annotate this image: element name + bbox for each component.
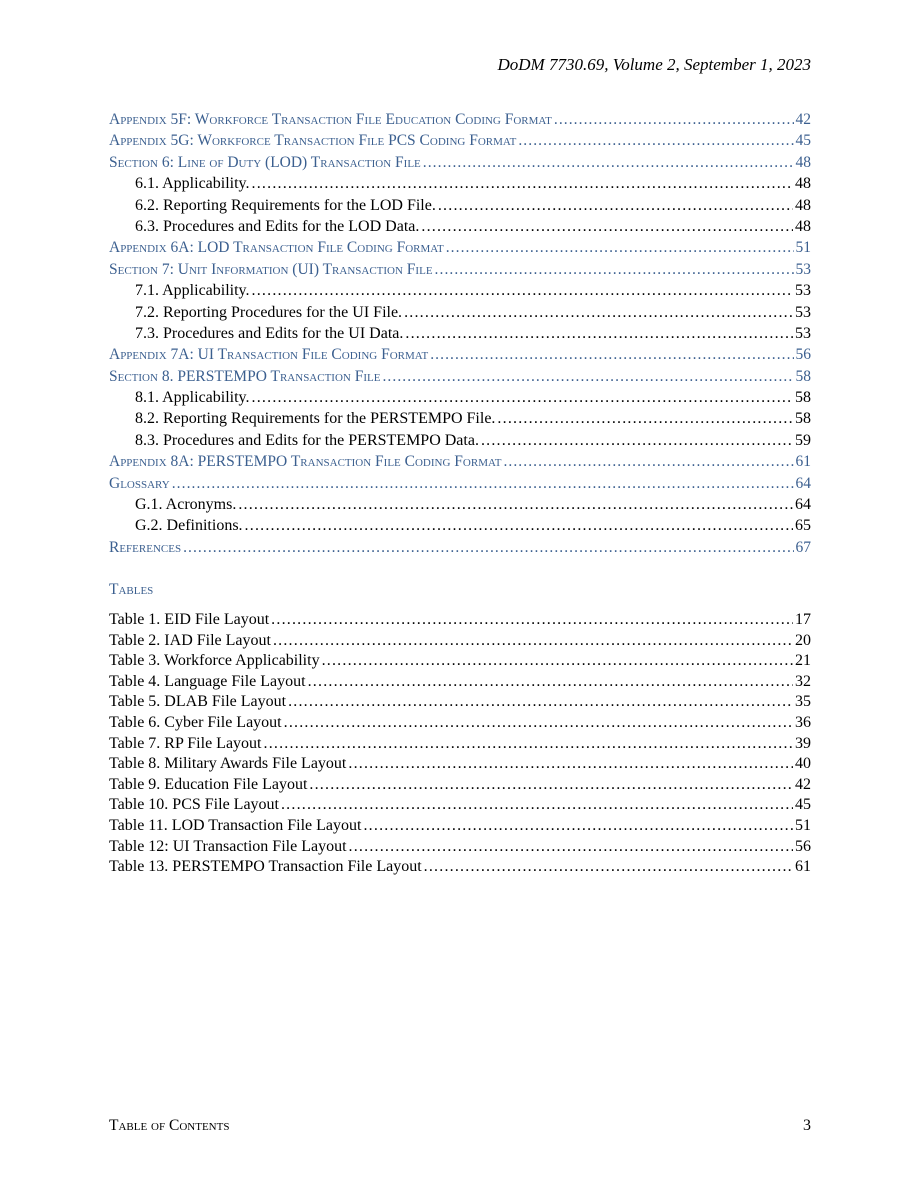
list-of-tables (109, 610, 811, 878)
toc-entry-page: 56 (795, 346, 811, 364)
dot-leader (382, 366, 793, 387)
toc-entry-label: 7.2. Reporting Procedures for the UI File. (135, 303, 403, 321)
table-entry-label: Table 10. PCS File Layout (109, 796, 279, 814)
dot-leader (497, 408, 793, 429)
dot-leader (252, 280, 793, 301)
running-footer: Table of Contents (109, 1117, 230, 1134)
running-header: DoDM 7730.69, Volume 2, September 1, 2023 (497, 55, 811, 74)
dot-leader (503, 451, 793, 472)
table-entry-label: Table 7. RP File Layout (109, 734, 262, 752)
toc-entry-label: Appendix 6A: LOD Transaction File Coding Format (109, 239, 444, 257)
toc-entry-page: 48 (795, 153, 811, 171)
table-entry-page: 35 (795, 693, 811, 711)
toc-entry-label: 7.3. Procedures and Edits for the UI Data. (135, 324, 404, 342)
table-entry-label: Table 2. IAD File Layout (109, 631, 271, 649)
table-entry-13[interactable] (109, 857, 811, 878)
table-entry-label: Table 9. Education File Layout (109, 775, 308, 793)
dot-leader (264, 734, 794, 755)
dot-leader (252, 173, 793, 194)
dot-leader (183, 537, 793, 558)
toc-entry-section-8[interactable] (109, 366, 811, 387)
toc-entry-label: Appendix 5G: Workforce Transaction File PCS Coding Format (109, 132, 517, 150)
toc-entry-label: Appendix 5F: Workforce Transaction File Education Coding Format (109, 111, 552, 128)
table-entry-label: Table 13. PERSTEMPO Transaction File Layout (109, 858, 422, 876)
table-entry-page: 56 (795, 837, 811, 855)
table-entry-label: Table 11. LOD Transaction File Layout (109, 816, 362, 834)
toc-entry-page: 48 (795, 175, 811, 193)
table-entry-2[interactable] (109, 631, 811, 652)
dot-leader (349, 837, 793, 858)
toc-entry-page: 64 (795, 496, 811, 514)
tables-heading: Tables (109, 581, 154, 598)
toc-entry-6-3[interactable] (109, 216, 811, 237)
toc-entry-appendix-5f[interactable] (109, 109, 811, 130)
toc-entry-label: G.1. Acronyms. (135, 496, 237, 514)
dot-leader (271, 610, 793, 631)
dot-leader (363, 816, 793, 837)
toc-entry-page: 65 (795, 517, 811, 535)
toc-entry-section-7[interactable] (109, 259, 811, 280)
toc-entry-label: 8.3. Procedures and Edits for the PERSTEMPO Data. (135, 431, 479, 449)
toc-entry-appendix-5g[interactable] (109, 130, 811, 151)
toc-entry-label: 6.3. Procedures and Edits for the LOD Data. (135, 217, 420, 235)
dot-leader (421, 216, 793, 237)
table-entry-label: Table 4. Language File Layout (109, 672, 306, 690)
dot-leader (423, 152, 794, 173)
toc-entry-6-2[interactable] (109, 195, 811, 216)
table-entry-8[interactable] (109, 754, 811, 775)
toc-entry-page: 58 (795, 410, 811, 428)
dot-leader (281, 795, 793, 816)
dot-leader (435, 259, 794, 280)
toc-entry-label: Section 6: Line of Duty (LOD) Transaction File (109, 153, 421, 171)
toc-entry-label: G.2. Definitions. (135, 517, 243, 535)
dot-leader (273, 631, 793, 652)
table-entry-page: 40 (795, 755, 811, 773)
toc-entry-8-1[interactable] (109, 387, 811, 408)
dot-leader (404, 302, 793, 323)
toc-entry-page: 53 (795, 303, 811, 321)
table-entry-5[interactable] (109, 692, 811, 713)
toc-entry-page: 45 (795, 132, 811, 150)
toc-entry-page: 53 (795, 282, 811, 300)
table-entry-page: 39 (795, 734, 811, 752)
toc-entry-label: References (109, 538, 182, 556)
dot-leader (430, 344, 793, 365)
toc-entry-page: 48 (795, 196, 811, 214)
toc-entry-label: Glossary (109, 474, 170, 492)
toc-entry-7-3[interactable] (109, 323, 811, 344)
table-entry-page: 45 (795, 796, 811, 814)
dot-leader (554, 109, 794, 130)
toc-entry-g-1[interactable] (109, 494, 811, 515)
toc-entry-label: Section 8. PERSTEMPO Transaction File (109, 367, 381, 385)
table-entry-10[interactable] (109, 795, 811, 816)
dot-leader (252, 387, 793, 408)
toc-entry-references[interactable] (109, 537, 811, 558)
table-entry-1[interactable] (109, 610, 811, 631)
dot-leader (172, 473, 794, 494)
toc-entry-label: Appendix 8A: PERSTEMPO Transaction File Coding Format (109, 453, 502, 471)
table-of-contents (109, 109, 811, 558)
toc-entry-glossary[interactable] (109, 473, 811, 494)
toc-entry-g-2[interactable] (109, 515, 811, 536)
table-entry-label: Table 5. DLAB File Layout (109, 693, 287, 711)
toc-entry-page: 58 (795, 367, 811, 385)
toc-entry-appendix-7a[interactable] (109, 344, 811, 365)
toc-entry-8-2[interactable] (109, 408, 811, 429)
dot-leader (322, 651, 793, 672)
table-entry-7[interactable] (109, 734, 811, 755)
toc-entry-label: 8.2. Reporting Requirements for the PERSTEMPO File. (135, 410, 496, 428)
toc-entry-label: 7.1. Applicability. (135, 282, 250, 300)
dot-leader (424, 857, 793, 878)
dot-leader (284, 713, 793, 734)
table-entry-page: 61 (795, 858, 811, 876)
table-entry-page: 51 (795, 816, 811, 834)
dot-leader (348, 754, 793, 775)
table-entry-label: Table 8. Military Awards File Layout (109, 755, 347, 773)
table-entry-label: Table 12: UI Transaction File Layout (109, 837, 347, 855)
dot-leader (309, 775, 793, 796)
dot-leader (288, 692, 793, 713)
toc-entry-7-2[interactable] (109, 302, 811, 323)
dot-leader (238, 494, 793, 515)
toc-entry-8-3[interactable] (109, 430, 811, 451)
table-entry-12[interactable] (109, 837, 811, 858)
footer-page-number: 3 (803, 1117, 811, 1134)
table-entry-label: Table 6. Cyber File Layout (109, 713, 282, 731)
toc-entry-label: 8.1. Applicability. (135, 389, 250, 407)
toc-entry-label: 6.1. Applicability. (135, 175, 250, 193)
toc-entry-7-1[interactable] (109, 280, 811, 301)
dot-leader (405, 323, 793, 344)
dot-leader (438, 195, 793, 216)
dot-leader (446, 237, 794, 258)
table-entry-page: 36 (795, 713, 811, 731)
table-entry-page: 32 (795, 672, 811, 690)
toc-entry-label: Appendix 7A: UI Transaction File Coding Format (109, 346, 429, 364)
dot-leader (518, 130, 793, 151)
table-entry-page: 20 (795, 631, 811, 649)
toc-entry-6-1[interactable] (109, 173, 811, 194)
toc-entry-page: 64 (795, 474, 811, 492)
toc-entry-page: 61 (795, 453, 811, 471)
toc-entry-label: 6.2. Reporting Requirements for the LOD File. (135, 196, 436, 214)
toc-entry-page: 53 (795, 260, 811, 278)
table-entry-page: 17 (795, 611, 811, 628)
table-entry-11[interactable] (109, 816, 811, 837)
dot-leader (245, 515, 793, 536)
toc-entry-page: 42 (795, 111, 811, 128)
toc-entry-label: Section 7: Unit Information (UI) Transaction File (109, 260, 433, 278)
toc-entry-appendix-6a[interactable] (109, 237, 811, 258)
table-entry-page: 21 (795, 652, 811, 670)
toc-entry-page: 51 (795, 239, 811, 257)
toc-entry-appendix-8a[interactable] (109, 451, 811, 472)
toc-entry-page: 53 (795, 324, 811, 342)
dot-leader (308, 672, 793, 693)
table-entry-page: 42 (795, 775, 811, 793)
toc-entry-page: 58 (795, 389, 811, 407)
table-entry-9[interactable] (109, 775, 811, 796)
table-entry-label: Table 3. Workforce Applicability (109, 652, 320, 670)
toc-entry-page: 59 (795, 431, 811, 449)
toc-entry-page: 67 (795, 538, 811, 556)
table-entry-label: Table 1. EID File Layout (109, 611, 270, 628)
table-entry-6[interactable] (109, 713, 811, 734)
toc-entry-page: 48 (795, 217, 811, 235)
toc-entry-section-6[interactable] (109, 152, 811, 173)
dot-leader (481, 430, 793, 451)
table-entry-4[interactable] (109, 672, 811, 693)
table-entry-3[interactable] (109, 651, 811, 672)
